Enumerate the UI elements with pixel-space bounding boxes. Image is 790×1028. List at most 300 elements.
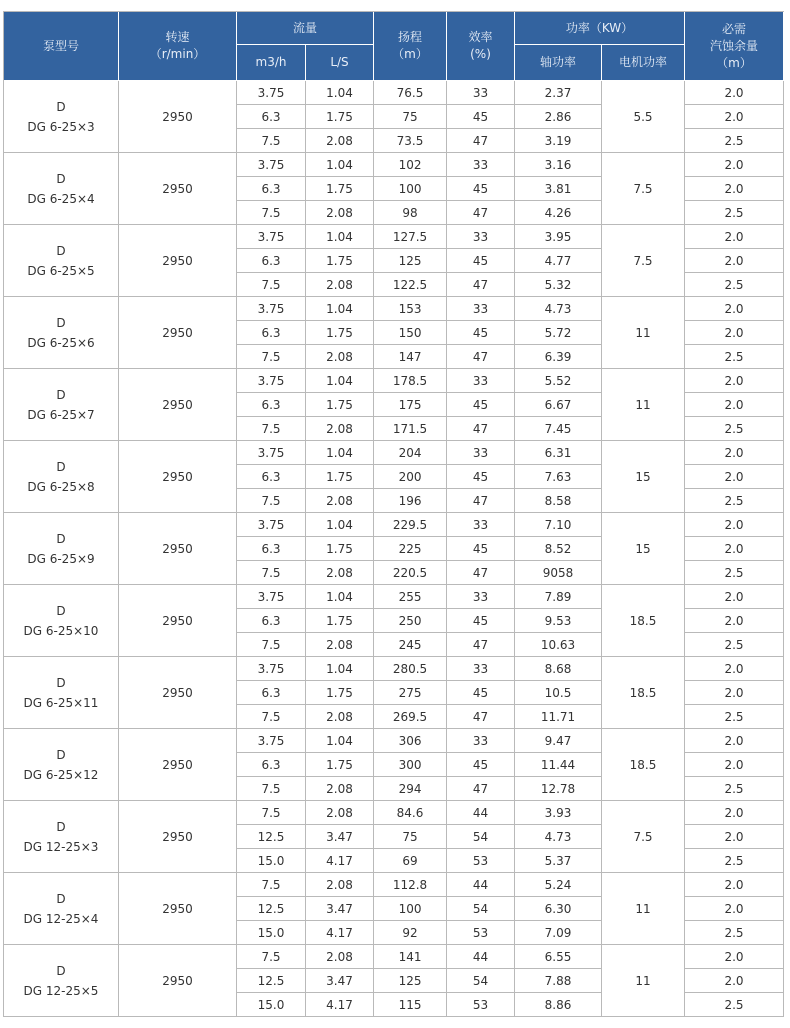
model-cell [4,873,119,945]
npsh-label-1: 必需 [722,21,747,36]
flow-ls-cell: 2.08 [306,273,374,297]
flow-ls-cell: 1.04 [306,153,374,177]
head-cell: 153 [374,297,447,321]
flow-ls-cell: 1.75 [306,393,374,417]
flow-ls-cell: 3.47 [306,897,374,921]
npsh-cell: 2.0 [685,153,784,177]
head-cell: 100 [374,177,447,201]
flow-ls-cell: 3.47 [306,825,374,849]
flow-ls-cell: 4.17 [306,993,374,1017]
npsh-cell: 2.0 [685,969,784,993]
flow-ls-cell: 1.75 [306,681,374,705]
flow-m3h-cell: 3.75 [237,729,306,753]
table-row [4,657,784,681]
flow-ls-cell: 1.75 [306,321,374,345]
speed-cell: 2950 [119,81,237,153]
flow-ls-cell: 1.04 [306,369,374,393]
col-header-speed [119,12,237,81]
table-row [4,297,784,321]
efficiency-cell: 33 [447,369,515,393]
head-cell: 306 [374,729,447,753]
efficiency-cell: 45 [447,249,515,273]
flow-m3h-cell: 6.3 [237,393,306,417]
head-cell: 294 [374,777,447,801]
model-name: DG 6-25×5 [27,263,95,278]
flow-ls-cell: 2.08 [306,129,374,153]
eff-label: 效率 [468,30,493,44]
efficiency-cell: 33 [447,297,515,321]
col-header-flow-m3h: m3/h [237,45,306,81]
flow-m3h-cell: 3.75 [237,513,306,537]
flow-m3h-cell: 7.5 [237,201,306,225]
speed-cell: 2950 [119,297,237,369]
npsh-cell: 2.5 [685,633,784,657]
shaft-power-cell: 7.45 [515,417,602,441]
flow-m3h-cell: 3.75 [237,369,306,393]
flow-ls-cell: 1.04 [306,729,374,753]
flow-m3h-cell: 7.5 [237,633,306,657]
model-prefix: D [56,819,66,834]
head-cell: 122.5 [374,273,447,297]
shaft-power-cell: 2.86 [515,105,602,129]
npsh-cell: 2.0 [685,825,784,849]
flow-ls-cell: 2.08 [306,417,374,441]
model-prefix: D [56,99,66,114]
head-cell: 84.6 [374,801,447,825]
efficiency-cell: 45 [447,537,515,561]
flow-m3h-cell: 7.5 [237,561,306,585]
head-cell: 69 [374,849,447,873]
speed-cell: 2950 [119,873,237,945]
table-row [4,225,784,249]
efficiency-cell: 47 [447,705,515,729]
shaft-power-cell: 8.86 [515,993,602,1017]
flow-m3h-cell: 6.3 [237,609,306,633]
speed-unit: （r/min） [149,47,206,61]
shaft-power-cell: 4.73 [515,297,602,321]
flow-m3h-cell: 15.0 [237,993,306,1017]
motor-power-cell: 7.5 [602,153,685,225]
flow-m3h-cell: 3.75 [237,585,306,609]
efficiency-cell: 47 [447,417,515,441]
speed-cell: 2950 [119,801,237,873]
table-row [4,513,784,537]
efficiency-cell: 47 [447,273,515,297]
shaft-power-cell: 6.55 [515,945,602,969]
efficiency-cell: 47 [447,201,515,225]
efficiency-cell: 44 [447,945,515,969]
npsh-cell: 2.0 [685,537,784,561]
shaft-power-cell: 7.89 [515,585,602,609]
npsh-cell: 2.5 [685,417,784,441]
motor-power-cell: 15 [602,513,685,585]
model-prefix: D [56,747,66,762]
speed-cell: 2950 [119,369,237,441]
flow-ls-cell: 2.08 [306,561,374,585]
flow-ls-cell: 1.75 [306,105,374,129]
speed-cell: 2950 [119,585,237,657]
flow-ls-cell: 2.08 [306,705,374,729]
head-cell: 92 [374,921,447,945]
shaft-power-cell: 8.52 [515,537,602,561]
model-name: DG 6-25×11 [23,695,99,710]
shaft-power-cell: 5.32 [515,273,602,297]
efficiency-cell: 53 [447,921,515,945]
efficiency-cell: 33 [447,441,515,465]
head-cell: 300 [374,753,447,777]
head-cell: 255 [374,585,447,609]
model-prefix: D [56,603,66,618]
flow-m3h-cell: 7.5 [237,801,306,825]
flow-ls-cell: 2.08 [306,633,374,657]
model-cell [4,441,119,513]
head-cell: 115 [374,993,447,1017]
flow-m3h-cell: 7.5 [237,705,306,729]
npsh-cell: 2.0 [685,681,784,705]
shaft-power-cell: 3.19 [515,129,602,153]
model-prefix: D [56,171,66,186]
motor-power-cell: 11 [602,873,685,945]
flow-ls-cell: 3.47 [306,969,374,993]
npsh-cell: 2.5 [685,849,784,873]
model-prefix: D [56,387,66,402]
speed-cell: 2950 [119,657,237,729]
shaft-power-cell: 5.72 [515,321,602,345]
flow-m3h-cell: 3.75 [237,153,306,177]
flow-m3h-cell: 6.3 [237,177,306,201]
flow-m3h-cell: 6.3 [237,465,306,489]
efficiency-cell: 53 [447,993,515,1017]
efficiency-cell: 47 [447,633,515,657]
npsh-cell: 2.0 [685,753,784,777]
shaft-power-cell: 11.44 [515,753,602,777]
head-cell: 150 [374,321,447,345]
model-cell [4,657,119,729]
shaft-power-cell: 6.67 [515,393,602,417]
col-header-head [374,12,447,81]
model-name: DG 12-25×4 [23,911,99,926]
shaft-power-cell: 7.09 [515,921,602,945]
shaft-power-cell: 9.53 [515,609,602,633]
motor-power-cell: 18.5 [602,585,685,657]
shaft-power-cell: 10.5 [515,681,602,705]
head-cell: 125 [374,249,447,273]
efficiency-cell: 54 [447,897,515,921]
efficiency-cell: 47 [447,777,515,801]
flow-m3h-cell: 7.5 [237,417,306,441]
efficiency-cell: 47 [447,345,515,369]
flow-ls-cell: 2.08 [306,345,374,369]
flow-ls-cell: 2.08 [306,201,374,225]
npsh-cell: 2.0 [685,321,784,345]
shaft-power-cell: 7.63 [515,465,602,489]
table-row [4,729,784,753]
flow-ls-cell: 2.08 [306,489,374,513]
npsh-cell: 2.0 [685,513,784,537]
motor-power-cell: 5.5 [602,81,685,153]
efficiency-cell: 33 [447,657,515,681]
shaft-power-cell: 6.30 [515,897,602,921]
npsh-cell: 2.0 [685,249,784,273]
model-cell [4,225,119,297]
speed-label: 转速 [165,30,190,44]
model-cell [4,513,119,585]
npsh-cell: 2.5 [685,273,784,297]
efficiency-cell: 44 [447,801,515,825]
shaft-power-cell: 6.31 [515,441,602,465]
shaft-power-cell: 5.37 [515,849,602,873]
motor-power-cell: 11 [602,945,685,1017]
npsh-unit: （m） [716,55,752,70]
flow-ls-cell: 1.04 [306,297,374,321]
flow-ls-cell: 1.04 [306,585,374,609]
npsh-cell: 2.5 [685,345,784,369]
table-header [4,12,784,81]
model-name: DG 6-25×3 [27,119,95,134]
speed-cell: 2950 [119,729,237,801]
head-cell: 171.5 [374,417,447,441]
model-name: DG 6-25×10 [23,623,99,638]
head-cell: 229.5 [374,513,447,537]
col-header-motor-power: 电机功率 [602,45,685,81]
flow-ls-cell: 1.04 [306,81,374,105]
flow-ls-cell: 4.17 [306,921,374,945]
model-name: DG 6-25×8 [27,479,95,494]
flow-ls-cell: 2.08 [306,873,374,897]
shaft-power-cell: 6.39 [515,345,602,369]
npsh-cell: 2.5 [685,129,784,153]
flow-m3h-cell: 6.3 [237,681,306,705]
motor-power-cell: 18.5 [602,729,685,801]
npsh-cell: 2.5 [685,561,784,585]
col-header-shaft-power: 轴功率 [515,45,602,81]
model-cell [4,729,119,801]
motor-power-cell: 11 [602,369,685,441]
flow-m3h-cell: 7.5 [237,273,306,297]
flow-m3h-cell: 3.75 [237,297,306,321]
flow-m3h-cell: 3.75 [237,225,306,249]
flow-ls-cell: 2.08 [306,945,374,969]
flow-ls-cell: 1.75 [306,177,374,201]
pump-spec-table [3,11,784,1017]
speed-cell: 2950 [119,513,237,585]
npsh-cell: 2.5 [685,489,784,513]
flow-m3h-cell: 3.75 [237,441,306,465]
model-name: DG 6-25×4 [27,191,95,206]
model-prefix: D [56,315,66,330]
table-row [4,585,784,609]
speed-cell: 2950 [119,441,237,513]
efficiency-cell: 44 [447,873,515,897]
npsh-cell: 2.5 [685,705,784,729]
model-name: DG 6-25×7 [27,407,95,422]
model-prefix: D [56,243,66,258]
npsh-cell: 2.0 [685,465,784,489]
head-cell: 75 [374,825,447,849]
table-row [4,945,784,969]
shaft-power-cell: 8.58 [515,489,602,513]
head-cell: 280.5 [374,657,447,681]
npsh-cell: 2.0 [685,585,784,609]
table-row [4,369,784,393]
model-name: DG 12-25×5 [23,983,99,998]
npsh-cell: 2.0 [685,81,784,105]
flow-m3h-cell: 15.0 [237,849,306,873]
efficiency-cell: 47 [447,489,515,513]
efficiency-cell: 33 [447,225,515,249]
model-name: DG 6-25×6 [27,335,95,350]
col-header-power: 功率（KW） [515,12,685,45]
table-row [4,153,784,177]
flow-ls-cell: 1.75 [306,753,374,777]
shaft-power-cell: 2.37 [515,81,602,105]
head-cell: 141 [374,945,447,969]
flow-m3h-cell: 7.5 [237,873,306,897]
model-cell [4,81,119,153]
flow-m3h-cell: 6.3 [237,321,306,345]
efficiency-cell: 45 [447,681,515,705]
efficiency-cell: 47 [447,561,515,585]
flow-ls-cell: 2.08 [306,777,374,801]
motor-power-cell: 11 [602,297,685,369]
npsh-cell: 2.0 [685,897,784,921]
speed-cell: 2950 [119,945,237,1017]
head-cell: 269.5 [374,705,447,729]
head-cell: 100 [374,897,447,921]
flow-m3h-cell: 12.5 [237,897,306,921]
model-name: DG 6-25×9 [27,551,95,566]
head-cell: 178.5 [374,369,447,393]
npsh-cell: 2.5 [685,201,784,225]
efficiency-cell: 45 [447,753,515,777]
flow-m3h-cell: 6.3 [237,249,306,273]
head-cell: 76.5 [374,81,447,105]
efficiency-cell: 33 [447,585,515,609]
npsh-cell: 2.0 [685,609,784,633]
flow-ls-cell: 1.04 [306,441,374,465]
speed-cell: 2950 [119,225,237,297]
flow-ls-cell: 1.04 [306,225,374,249]
model-prefix: D [56,963,66,978]
head-label: 扬程 [398,30,423,44]
head-cell: 220.5 [374,561,447,585]
efficiency-cell: 47 [447,129,515,153]
flow-ls-cell: 1.75 [306,465,374,489]
npsh-cell: 2.0 [685,801,784,825]
col-header-model: 泵型号 [4,12,119,81]
col-header-npsh [685,12,784,81]
npsh-cell: 2.0 [685,657,784,681]
model-prefix: D [56,531,66,546]
flow-m3h-cell: 12.5 [237,969,306,993]
npsh-cell: 2.0 [685,393,784,417]
head-cell: 75 [374,105,447,129]
efficiency-cell: 54 [447,825,515,849]
npsh-cell: 2.0 [685,225,784,249]
col-header-flow-ls: L/S [306,45,374,81]
head-cell: 112.8 [374,873,447,897]
npsh-cell: 2.0 [685,945,784,969]
flow-m3h-cell: 6.3 [237,537,306,561]
flow-m3h-cell: 6.3 [237,753,306,777]
npsh-cell: 2.0 [685,369,784,393]
efficiency-cell: 33 [447,513,515,537]
npsh-cell: 2.0 [685,873,784,897]
flow-ls-cell: 1.75 [306,537,374,561]
flow-m3h-cell: 3.75 [237,657,306,681]
efficiency-cell: 45 [447,393,515,417]
flow-m3h-cell: 7.5 [237,345,306,369]
shaft-power-cell: 4.73 [515,825,602,849]
model-name: DG 6-25×12 [23,767,99,782]
table-body [4,81,784,1017]
shaft-power-cell: 7.88 [515,969,602,993]
flow-m3h-cell: 7.5 [237,777,306,801]
motor-power-cell: 7.5 [602,225,685,297]
efficiency-cell: 45 [447,465,515,489]
shaft-power-cell: 3.93 [515,801,602,825]
flow-m3h-cell: 7.5 [237,129,306,153]
model-cell [4,585,119,657]
efficiency-cell: 45 [447,105,515,129]
model-cell [4,153,119,225]
shaft-power-cell: 3.81 [515,177,602,201]
head-cell: 250 [374,609,447,633]
efficiency-cell: 33 [447,729,515,753]
motor-power-cell: 15 [602,441,685,513]
efficiency-cell: 45 [447,321,515,345]
shaft-power-cell: 5.52 [515,369,602,393]
flow-m3h-cell: 15.0 [237,921,306,945]
motor-power-cell: 18.5 [602,657,685,729]
efficiency-cell: 54 [447,969,515,993]
model-prefix: D [56,675,66,690]
head-cell: 102 [374,153,447,177]
npsh-label-2: 汽蚀余量 [710,38,759,53]
shaft-power-cell: 3.16 [515,153,602,177]
efficiency-cell: 45 [447,609,515,633]
npsh-cell: 2.0 [685,729,784,753]
efficiency-cell: 33 [447,81,515,105]
head-unit: （m） [392,47,428,61]
shaft-power-cell: 4.77 [515,249,602,273]
flow-ls-cell: 4.17 [306,849,374,873]
npsh-cell: 2.5 [685,777,784,801]
model-prefix: D [56,459,66,474]
shaft-power-cell: 5.24 [515,873,602,897]
model-cell [4,945,119,1017]
col-header-efficiency [447,12,515,81]
model-cell [4,297,119,369]
shaft-power-cell: 10.63 [515,633,602,657]
npsh-cell: 2.0 [685,177,784,201]
shaft-power-cell: 3.95 [515,225,602,249]
npsh-cell: 2.0 [685,441,784,465]
flow-m3h-cell: 3.75 [237,81,306,105]
head-cell: 125 [374,969,447,993]
table-row [4,873,784,897]
flow-m3h-cell: 6.3 [237,105,306,129]
speed-cell: 2950 [119,153,237,225]
eff-unit: (%) [470,47,491,61]
npsh-cell: 2.5 [685,993,784,1017]
model-cell [4,369,119,441]
table-row [4,441,784,465]
flow-ls-cell: 2.08 [306,801,374,825]
flow-ls-cell: 1.04 [306,657,374,681]
head-cell: 245 [374,633,447,657]
shaft-power-cell: 12.78 [515,777,602,801]
